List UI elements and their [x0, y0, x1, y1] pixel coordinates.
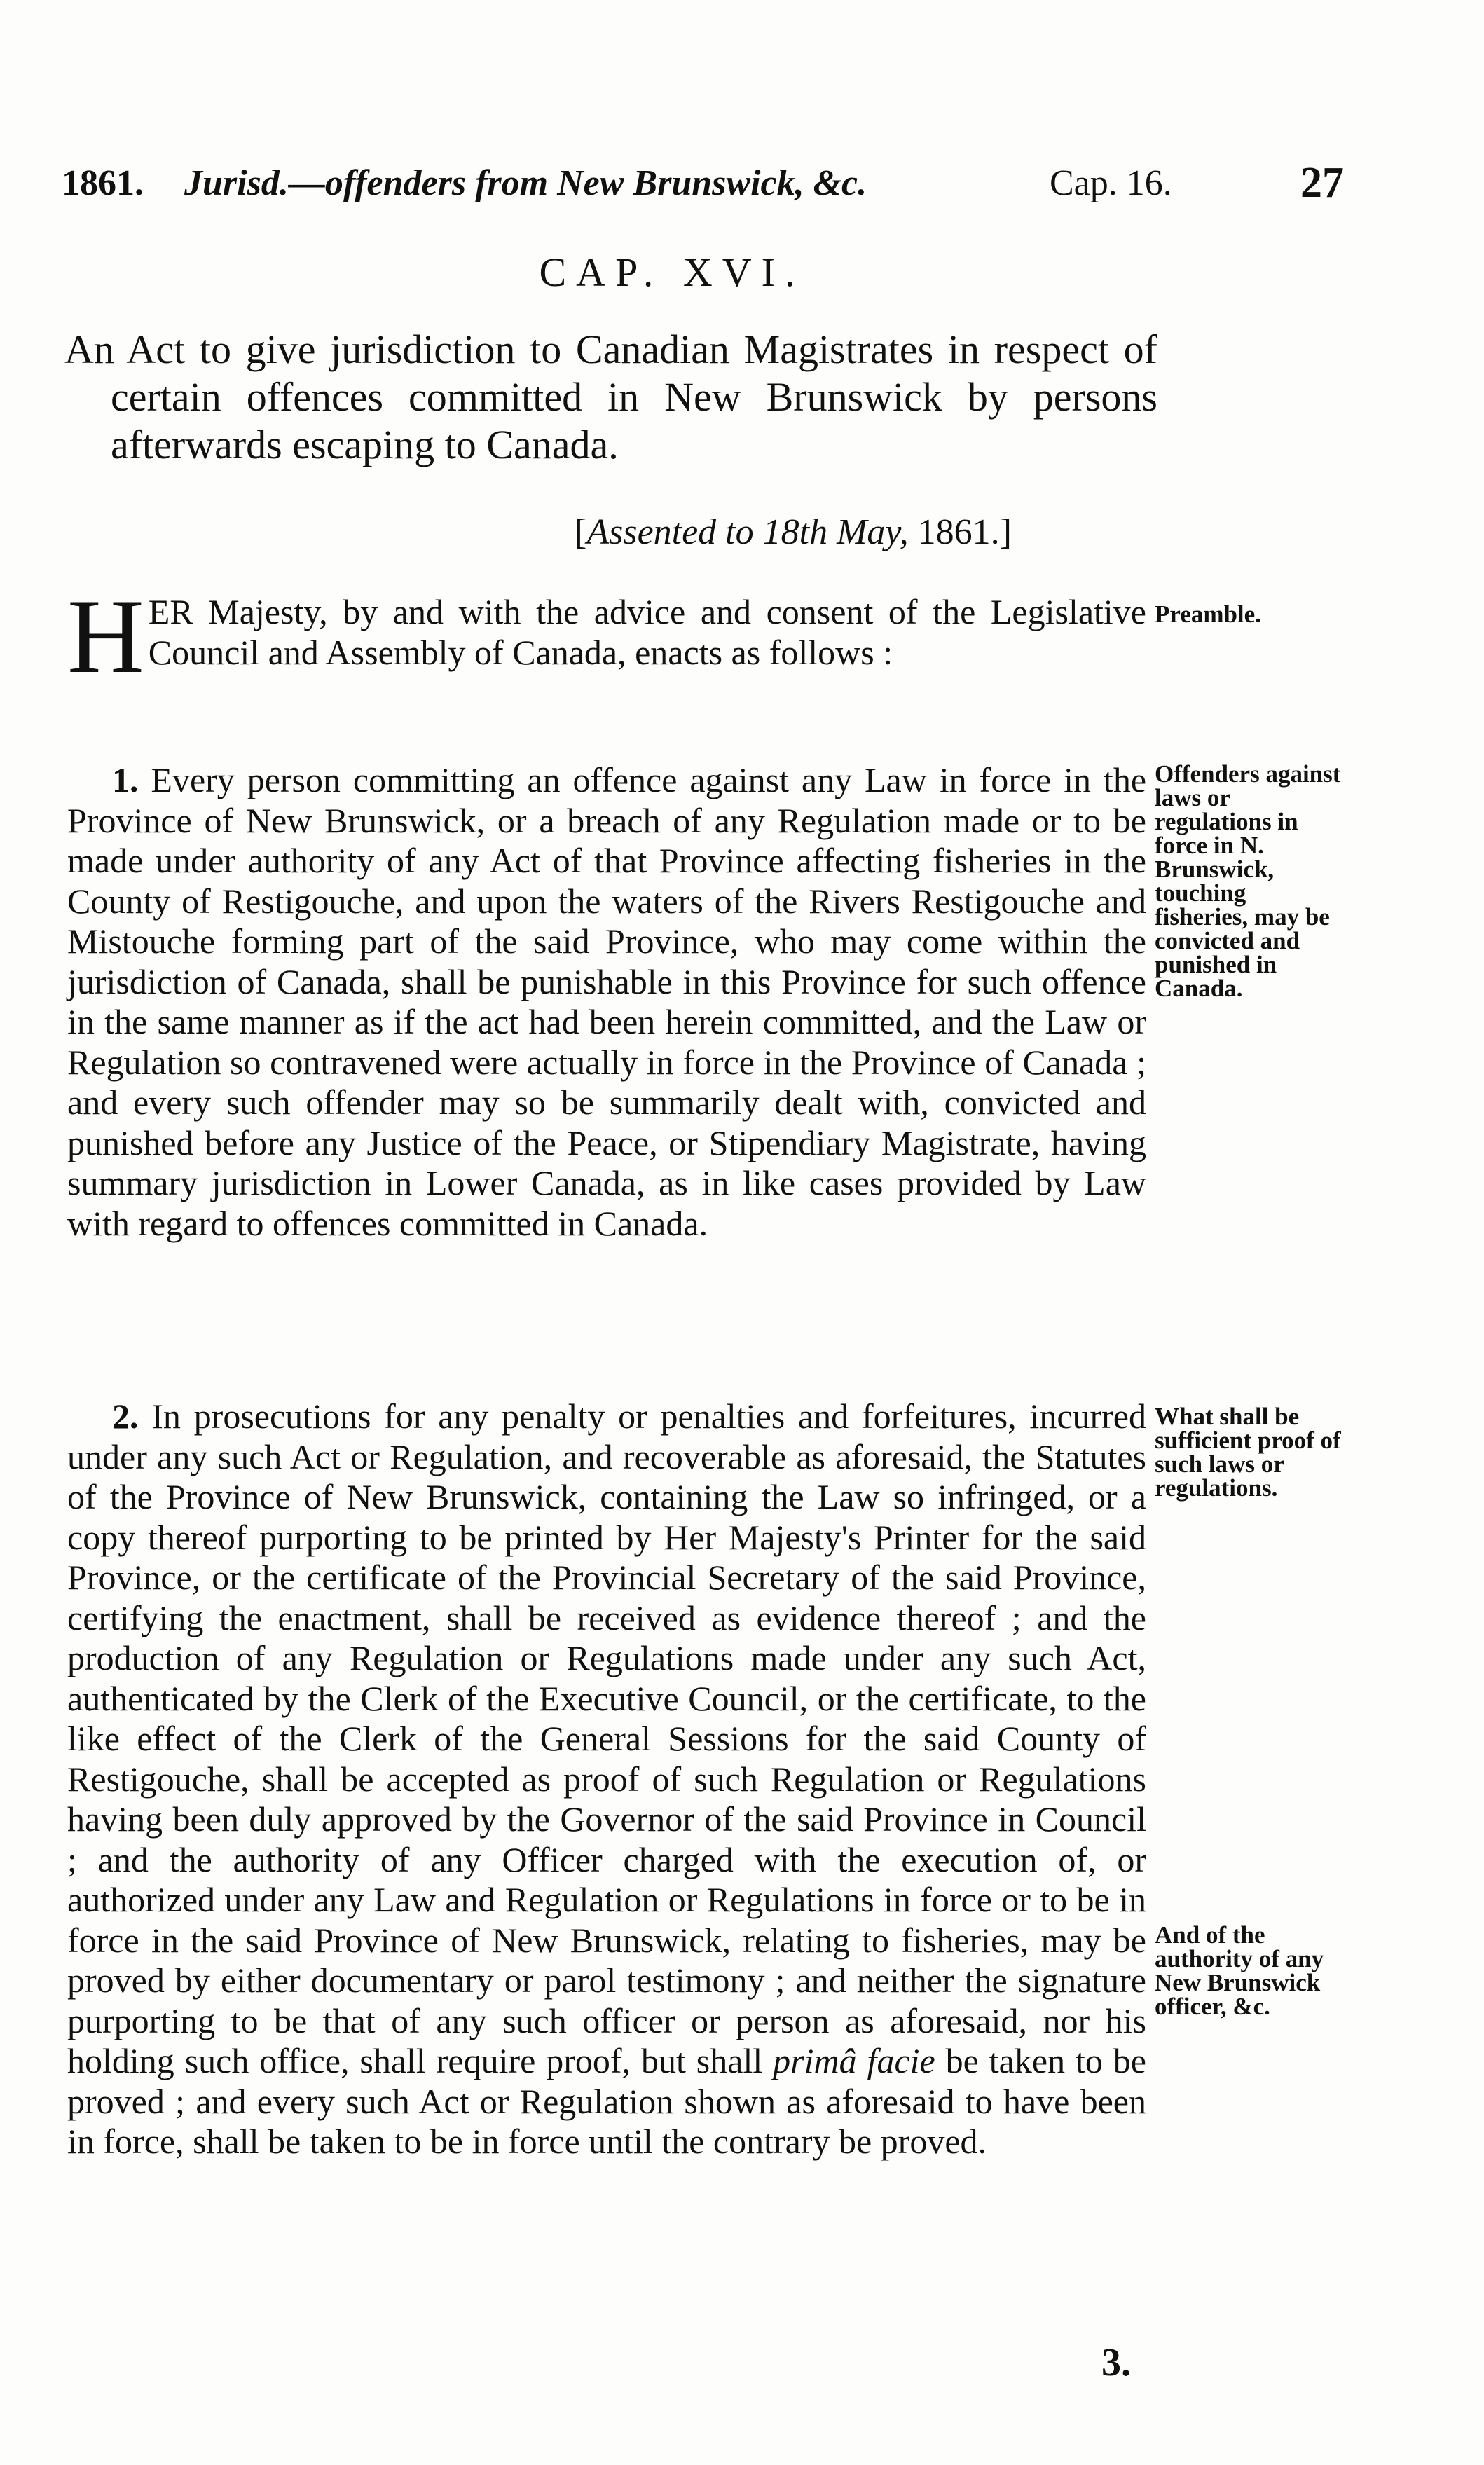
header-cap: Cap. 16. [1050, 163, 1172, 203]
page-number: 27 [1300, 159, 1344, 207]
preamble-text: ER Majesty, by and with the advice and consent of the Legislative Council and Assembly of Canada, enacts as follows : [148, 592, 1146, 672]
chapter-heading: CAP. XVI. [539, 249, 805, 295]
catchword: 3. [1101, 2341, 1131, 2384]
margin-note-preamble: Preamble. [1155, 600, 1261, 628]
margin-note-offenders: Offenders against laws or regulations in force in N. Brunswick, touching fisheries, may be convicted and punished in Canada. [1155, 760, 1341, 1002]
section-2-text-after: be taken to be proved ; and every such Act or Regulation shown as aforesaid to have been in force, shall be taken to be in force until the contrary be proved. [67, 2041, 1147, 2161]
assent-line [575, 511, 1149, 553]
assent-open-bracket: [ [575, 512, 587, 552]
drop-cap: H [67, 577, 144, 695]
margin-note-authority: And of the authority of any New Brunswick officer, &c. [1155, 1921, 1324, 2020]
assent-italic: Assented to [586, 512, 754, 552]
section-1-text: Every person committing an offence against any Law in force in the Province of New Brunswick, or a breach of any Regulation made or to be made under authority of any Act of that Province affecting fisheries in the County of Restigouche, and upon the waters of the Rivers Restigouche and Mistouche forming part of the said Province, who may come within the jurisdiction of Canada, shall be punishable in this Province for such offence in the same manner as if the act had been herein committed, and the Law or Regulation so contravened were actually in force in the Province of Canada ; and every such offender may so be summarily dealt with, convicted and punished before any Justice of the Peace, or Stipendiary Magistrate, having summary jurisdiction in Lower Canada, as in like cases provided by Law with regard to offences committed in Canada. [67, 760, 1147, 1243]
running-header [62, 159, 1344, 212]
header-year: 1861. [62, 163, 144, 203]
long-title: An Act to give jurisdiction to Canadian Magistrates in respect of certain offences committed in New Brunswick by persons afterwards escaping to Canada. [64, 327, 1157, 467]
preamble-paragraph [67, 577, 1146, 695]
margin-note-proof: What shall be sufficient proof of such laws or regulations. [1155, 1403, 1341, 1502]
section-2-italic: primâ facie [773, 2041, 935, 2080]
section-2-number: 2. [112, 1396, 139, 1436]
section-2 [67, 1396, 1146, 2162]
assent-year: 1861.] [917, 512, 1012, 552]
section-1-number: 1. [112, 760, 139, 799]
section-2-text-before: In prosecutions for any penalty or penalties and forfeitures, incurred under any such Act or Regulation, and recoverable as aforesaid, the Statutes of the Province of New Brunswick, containing the Law so infringed, or a copy thereof purporting to be printed by Her Majesty's Printer for the said Province, or the certificate of the Provincial Secretary of the said Province, certifying the enactment, shall be received as evidence thereof ; and the production of any Regulation or Regulations made under any such Act, authenticated by the Clerk of the Executive Council, or the certificate, to the like effect of the Clerk of the General Sessions for the said County of Restigouche, shall be accepted as proof of such Regulation or Regulations having been duly approved by the Governor of the said Province in Council ; and the authority of any Officer charged with the execution of, or authorized under any Law and Regulation or Regulations in force or to be in force in the said Province of New Brunswick, relating to fisheries, may be proved by either documentary or parol testimony ; and neither the signature purporting to be that of any such officer or person as aforesaid, nor his holding such office, shall require proof, but shall [67, 1396, 1147, 2080]
section-1 [67, 760, 1146, 1244]
header-title: Jurisd.—offenders from New Brunswick, &c. [184, 163, 867, 203]
assent-date: 18th May, [762, 512, 909, 552]
